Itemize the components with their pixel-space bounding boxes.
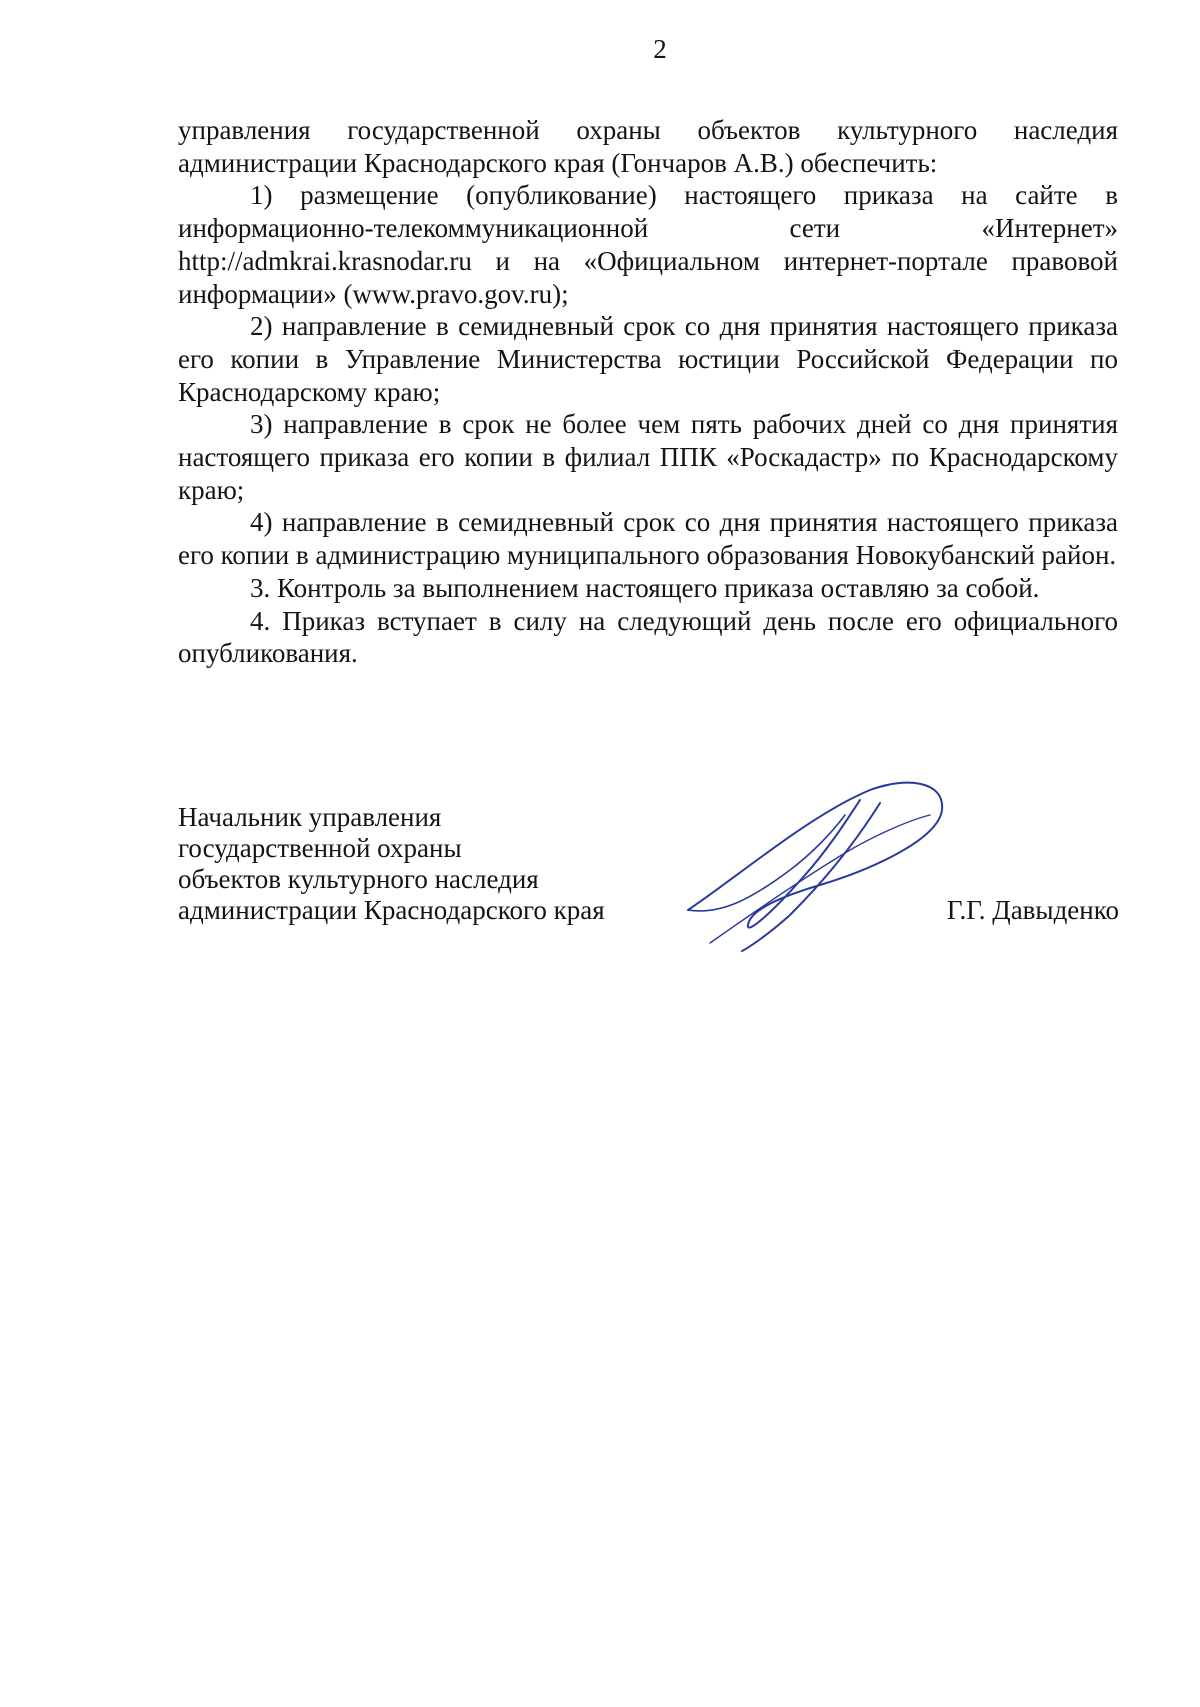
paragraph-responsible-unit: управления государственной охраны объектов культурного наследия администрации Краснодарского края (Гончаров А.В.) обеспечить:: [178, 115, 1118, 178]
signer-position: [178, 802, 605, 926]
paragraph-roskadastr: 3) направление в срок не более чем пять рабочих дней со дня принятия настоящего приказа его копии в филиал ППК «Роскадастр» по Краснодарскому краю;: [178, 409, 1118, 505]
signature-stroke-down: [742, 803, 880, 951]
paragraph-entry-into-force: 4. Приказ вступает в силу на следующий день после его официального опубликования.: [178, 605, 1118, 669]
signer-position-line: администрации Краснодарского края: [178, 895, 605, 925]
signer-name: Г.Г. Давыденко: [946, 895, 1119, 925]
order-body-text: [178, 114, 1118, 670]
signature-stroke-loop: [688, 783, 942, 928]
signature-stroke-tail: [688, 815, 845, 911]
paragraph-publication: 1) размещение (опубликование) настоящего приказа на сайте в информационно-телекоммуникационной сети «Интернет» http://admkrai.krasnodar.ru и на «Официальном интернет-портале правовой информации» (www.pravo.gov.ru);: [178, 180, 1118, 309]
paragraph-municipal-administration: 4) направление в семидневный срок со дня принятия настоящего приказа его копии в администрацию муниципального образования Новокубанский район.: [178, 507, 1118, 571]
signer-position-line: государственной охраны: [178, 833, 462, 863]
signer-position-line: Начальник управления: [178, 802, 442, 832]
page-number: 2: [653, 34, 667, 64]
paragraph-control: 3. Контроль за выполнением настоящего приказа оставляю за собой.: [250, 572, 1040, 603]
handwritten-signature: [680, 775, 960, 955]
signer-position-line: объектов культурного наследия: [178, 864, 539, 894]
paragraph-ministry-of-justice: 2) направление в семидневный срок со дня принятия настоящего приказа его копии в Управление Министерства юстиции Российской Федерации по Краснодарскому краю;: [178, 311, 1118, 407]
signature-stroke-return: [710, 815, 930, 943]
